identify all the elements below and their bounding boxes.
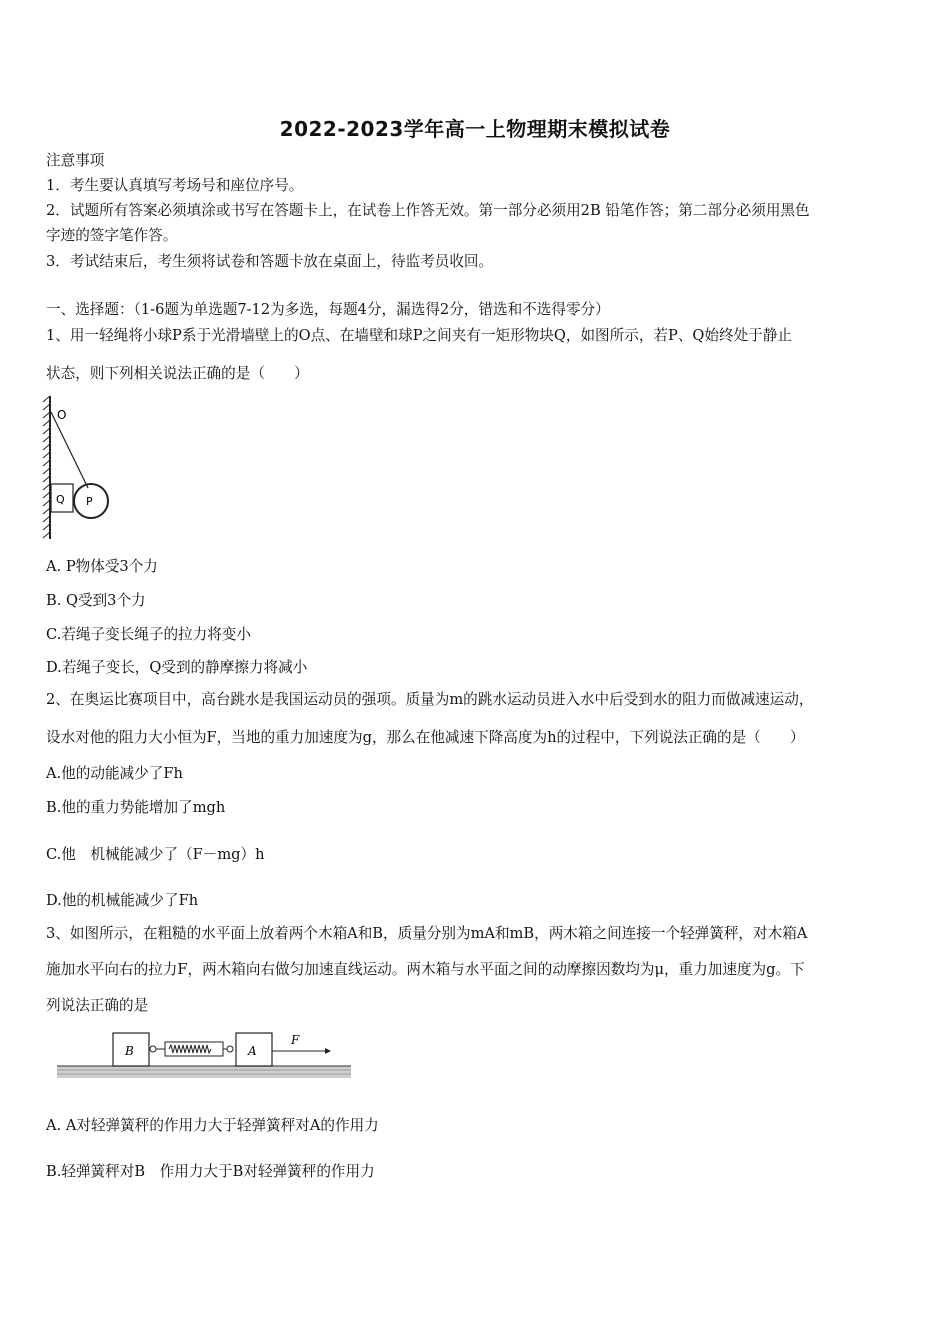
q1-option-c: C.若绳子变长绳子的拉力将变小 bbox=[46, 626, 252, 643]
q1-option-d: D.若绳子变长，Q受到的静摩擦力将减小 bbox=[46, 659, 308, 676]
notice-item-3: 3．考试结束后，考生须将试卷和答题卡放在桌面上，待监考员收回。 bbox=[46, 253, 494, 270]
q2-option-a: A.他的动能减少了Fh bbox=[46, 765, 183, 782]
page-title: 2022-2023学年高一上物理期末模拟试卷 bbox=[279, 117, 671, 141]
q3-stem-line2: 施加水平向右的拉力F，两木箱向右做匀加速直线运动。两木箱与水平面之间的动摩擦因数均为μ，重力加速度为g。下 bbox=[46, 961, 805, 978]
notice-heading: 注意事项 bbox=[46, 152, 105, 169]
q1-stem-line2: 状态，则下列相关说法正确的是（ ） bbox=[46, 365, 309, 382]
q3-option-b: B.轻弹簧秤对B 作用力大于B对轻弹簧秤的作用力 bbox=[46, 1163, 375, 1180]
q3-stem-line1: 3、如图所示，在粗糙的水平面上放着两个木箱A和B，质量分别为mA和mB，两木箱之间连接一个轻弹簧秤，对木箱A bbox=[46, 925, 808, 942]
spring-scale bbox=[150, 1042, 233, 1056]
wall-hatching bbox=[43, 396, 50, 539]
q1-option-a: A. P物体受3个力 bbox=[46, 558, 158, 575]
section-heading: 一、选择题：（1-6题为单选题7-12为多选，每题4分，漏选得2分，错选和不选得零分） bbox=[46, 301, 610, 318]
q2-stem-line1: 2、在奥运比赛项目中，高台跳水是我国运动员的强项。质量为m的跳水运动员进入水中后受到水的阻力而做减速运动， bbox=[46, 691, 814, 708]
q1-option-b: B. Q受到3个力 bbox=[46, 592, 146, 609]
rope bbox=[51, 412, 88, 488]
label-f: F bbox=[291, 1033, 300, 1047]
ground bbox=[57, 1066, 351, 1078]
label-b: B bbox=[125, 1044, 134, 1058]
q1-figure-wall-rope-ball bbox=[40, 394, 120, 542]
q3-option-a: A. A对轻弹簧秤的作用力大于轻弹簧秤对A的作用力 bbox=[46, 1117, 379, 1134]
q3-figure-boxes-spring bbox=[55, 1028, 355, 1084]
label-q: Q bbox=[56, 493, 65, 506]
q3-stem-line3: 列说法正确的是 bbox=[46, 997, 149, 1014]
q2-option-c: C.他 机械能减少了（F－mg）h bbox=[46, 846, 265, 863]
force-arrowhead bbox=[325, 1048, 331, 1054]
label-p: P bbox=[86, 495, 93, 508]
q2-option-d: D.他的机械能减少了Fh bbox=[46, 892, 199, 909]
notice-item-2: 2．试题所有答案必须填涂或书写在答题卡上，在试卷上作答无效。第一部分必须用2B 铅笔作答；第二部分必须用黑色 bbox=[46, 202, 810, 219]
q2-stem-line2: 设水对他的阻力大小恒为F，当地的重力加速度为g，那么在他减速下降高度为h的过程中，下列说法正确的是（ ） bbox=[46, 729, 805, 746]
label-a: A bbox=[248, 1044, 257, 1058]
q1-stem-line1: 1、用一轻绳将小球P系于光滑墙壁上的O点、在墙壁和球P之间夹有一矩形物块Q，如图所示，若P、Q始终处于静止 bbox=[46, 327, 792, 344]
notice-item-2-cont: 字迹的签字笔作答。 bbox=[46, 227, 178, 244]
q2-option-b: B.他的重力势能增加了mgh bbox=[46, 799, 226, 816]
label-o: O bbox=[57, 408, 67, 422]
notice-item-1: 1．考生要认真填写考场号和座位序号。 bbox=[46, 177, 304, 194]
